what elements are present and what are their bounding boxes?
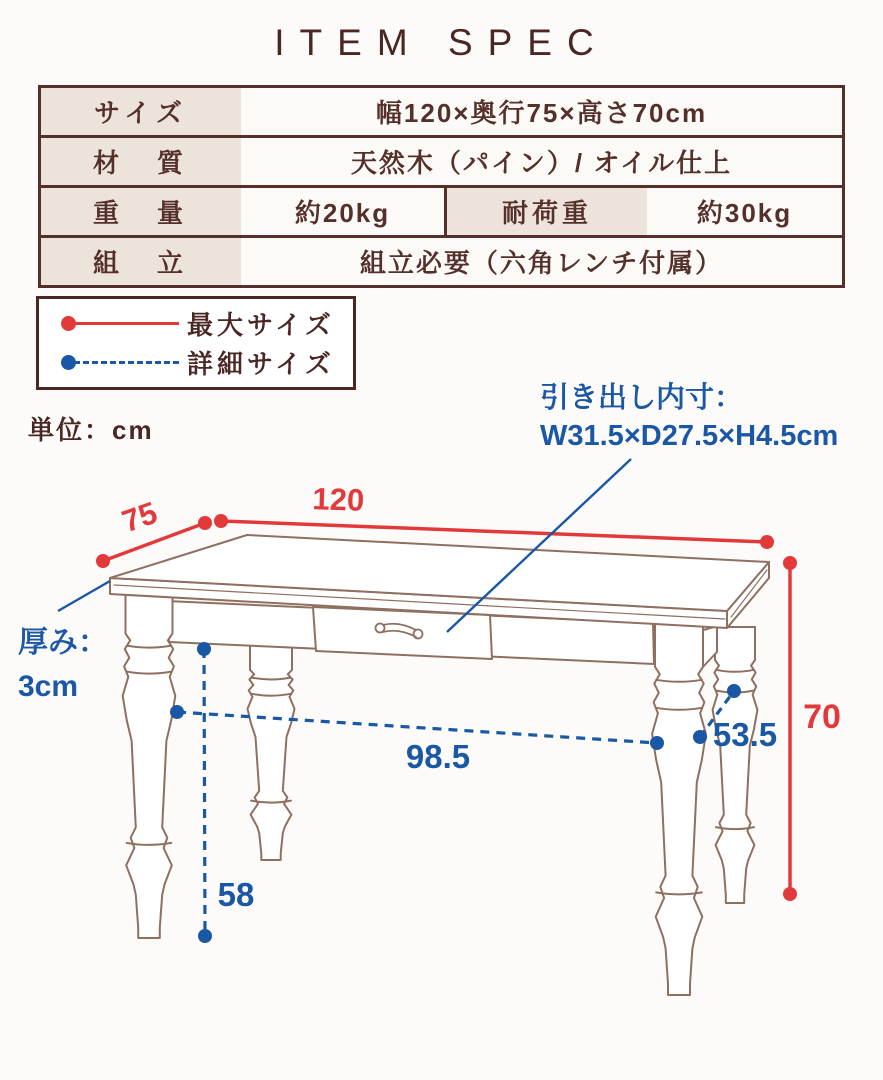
page-title: ITEM SPEC bbox=[274, 22, 609, 63]
thickness-value: 3cm bbox=[18, 670, 79, 703]
legend-detail-size-label: 詳細サイズ bbox=[187, 349, 335, 379]
dim-leg-span-depth-label: 53.5 bbox=[712, 716, 778, 753]
dim-height-label: 70 bbox=[803, 698, 841, 736]
assembly-value: 組立必要（六角レンチ付属） bbox=[241, 238, 842, 285]
material-value: 天然木（パイン）/ オイル仕上 bbox=[241, 138, 842, 185]
weight-label: 重 量 bbox=[41, 188, 241, 235]
drawer-note-line2: W31.5×D27.5×H4.5cm bbox=[540, 420, 839, 452]
thickness-pointer-line bbox=[58, 581, 110, 611]
load-capacity-label: 耐荷重 bbox=[444, 188, 647, 235]
dim-leg-height-label: 58 bbox=[217, 876, 255, 913]
material-label: 材 質 bbox=[41, 138, 241, 185]
size-value: 幅120×奥行75×高さ70cm bbox=[241, 88, 842, 135]
legend-max-size-label: 最大サイズ bbox=[187, 310, 335, 340]
desk-front-right-leg bbox=[652, 622, 706, 995]
dim-leg-span-width-label: 98.5 bbox=[405, 738, 471, 775]
assembly-label: 組 立 bbox=[41, 238, 241, 285]
desk-back-right-leg bbox=[713, 627, 758, 903]
load-capacity-value: 約30kg bbox=[647, 188, 842, 235]
drawer-note-line1: 引き出し内寸： bbox=[540, 382, 744, 414]
weight-value: 約20kg bbox=[241, 188, 444, 235]
desk-back-left-leg bbox=[248, 644, 295, 860]
dim-depth-label: 75 bbox=[117, 494, 162, 540]
thickness-label: 厚み： bbox=[18, 626, 108, 659]
unit-note: 単位：cm bbox=[28, 415, 154, 445]
size-label: サイズ bbox=[41, 88, 241, 135]
dim-leg-height-line bbox=[204, 649, 205, 936]
dim-width-label: 120 bbox=[311, 481, 365, 518]
desk-front-left-leg bbox=[123, 592, 176, 938]
